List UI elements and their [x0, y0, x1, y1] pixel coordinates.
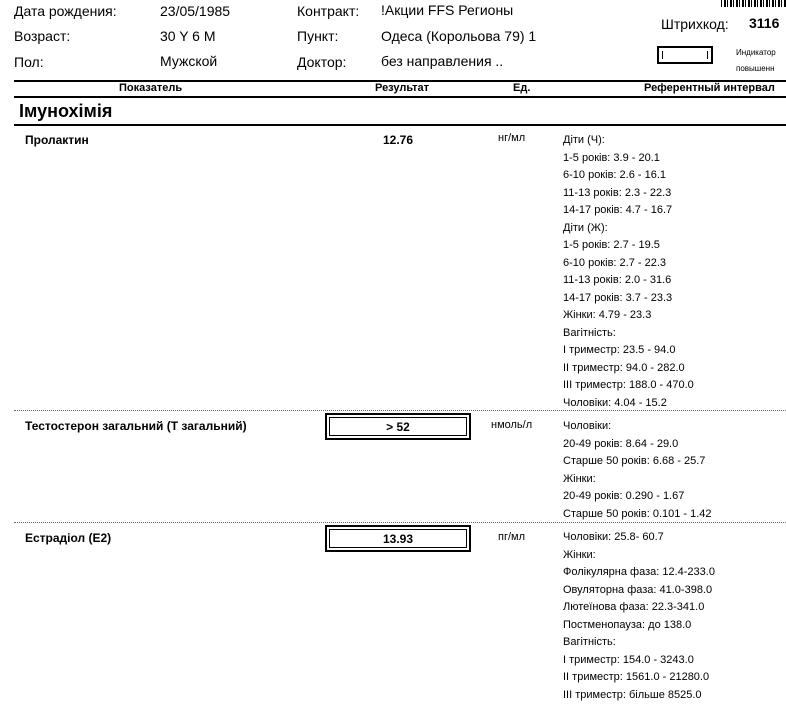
section-header [14, 98, 786, 126]
unit-estradiol: пг/мл [498, 531, 526, 543]
test-name-prolactin: Пролактин [25, 133, 89, 147]
reference-line: Жінки: [563, 472, 596, 485]
point-label: Пункт: [297, 28, 339, 44]
result-estradiol: 13.93 [382, 531, 414, 546]
result-testosterone: > 52 [386, 419, 410, 434]
reference-line: Діти (Ж): [563, 221, 608, 234]
reference-line: Чоловіки: 25.8- 60.7 [563, 531, 664, 543]
reference-line: 11-13 років: 2.0 - 31.6 [563, 274, 672, 286]
test-name-testosterone: Тестостерон загальний (Т загальний) [25, 419, 247, 433]
row-separator [14, 522, 786, 523]
barcode-value: 3116 [749, 15, 780, 31]
reference-line: Старше 50 років: 6.68 - 25.7 [563, 455, 706, 467]
reference-line: II триместр: 1561.0 - 21280.0 [563, 671, 710, 683]
row-separator [14, 410, 786, 411]
reference-line: III триместр: 188.0 - 470.0 [563, 379, 694, 391]
reference-line: 6-10 років: 2.7 - 22.3 [563, 256, 666, 269]
reference-line: 1-5 років: 2.7 - 19.5 [563, 239, 660, 251]
age-value: 30 Y 6 M [160, 28, 216, 44]
reference-line: Чоловіки: [563, 420, 612, 432]
col-reference: Референтный интервал [644, 82, 775, 94]
reference-line: 14-17 років: 4.7 - 16.7 [563, 204, 673, 216]
point-value: Одеса (Корольова 79) 1 [381, 28, 537, 44]
reference-line: 6-10 років: 2.6 - 16.1 [563, 169, 666, 181]
result-box-estradiol [325, 525, 471, 552]
reference-line: Старше 50 років: 0.101 - 1.42 [563, 507, 712, 520]
reference-line: III триместр: більше 8525.0 [563, 688, 702, 701]
reference-line: Вагітність: [563, 636, 616, 648]
col-unit: Ед. [513, 82, 531, 94]
sex-label: Пол: [14, 54, 44, 70]
reference-line: I триместр: 154.0 - 3243.0 [563, 653, 694, 666]
barcode-label: Штрихкод: [661, 16, 729, 32]
dob-label: Дата рождения: [14, 3, 117, 19]
col-result: Результат [375, 82, 430, 94]
column-header-bar [14, 80, 786, 98]
unit-testosterone: нмоль/л [491, 419, 533, 431]
dob-value: 23/05/1985 [160, 3, 231, 19]
reference-line: I триместр: 23.5 - 94.0 [563, 344, 676, 356]
reference-line: Чоловіки: 4.04 - 15.2 [563, 396, 667, 409]
reference-line: Вагітність: [563, 326, 616, 339]
doctor-label: Доктор: [297, 54, 347, 70]
reference-line: II триместр: 94.0 - 282.0 [563, 361, 685, 374]
reference-line: 11-13 років: 2.3 - 22.3 [563, 186, 672, 199]
age-label: Возраст: [14, 28, 71, 44]
col-indicator: Показатель [119, 82, 183, 94]
reference-line: Діти (Ч): [563, 134, 605, 146]
reference-line: 1-5 років: 3.9 - 20.1 [563, 151, 660, 164]
reference-line: Постменопауза: до 138.0 [563, 618, 692, 631]
reference-line: Жінки: [563, 548, 596, 561]
reference-testosterone [563, 418, 712, 523]
result-box-testosterone [325, 413, 471, 440]
sex-value: Мужской [160, 53, 218, 69]
contract-value: !Акции FFS Регионы [381, 2, 514, 18]
reference-line: 20-49 років: 8.64 - 29.0 [563, 437, 679, 450]
test-name-estradiol: Естрадіол (Е2) [25, 531, 112, 545]
unit-prolactin: нг/мл [498, 132, 526, 144]
indicator-box-icon [657, 46, 713, 64]
doctor-value: без направления .. [381, 53, 504, 69]
section-title: Імунохімія [19, 101, 113, 121]
reference-line: 14-17 років: 3.7 - 23.3 [563, 291, 673, 304]
reference-line: 20-49 років: 0.290 - 1.67 [563, 490, 685, 502]
barcode-image [721, 0, 786, 7]
reference-line: Фолікулярна фаза: 12.4-233.0 [563, 566, 715, 578]
reference-line: Овуляторна фаза: 41.0-398.0 [563, 583, 713, 596]
indicator-line2: повышенн [736, 64, 775, 73]
reference-prolactin [563, 132, 694, 412]
reference-line: Лютеїнова фаза: 22.3-341.0 [563, 601, 705, 613]
reference-line: Жінки: 4.79 - 23.3 [563, 309, 652, 321]
reference-estradiol [563, 529, 715, 704]
contract-label: Контракт: [297, 3, 360, 19]
indicator-line1: Индикатор [736, 48, 776, 57]
result-prolactin: 12.76 [382, 133, 414, 147]
